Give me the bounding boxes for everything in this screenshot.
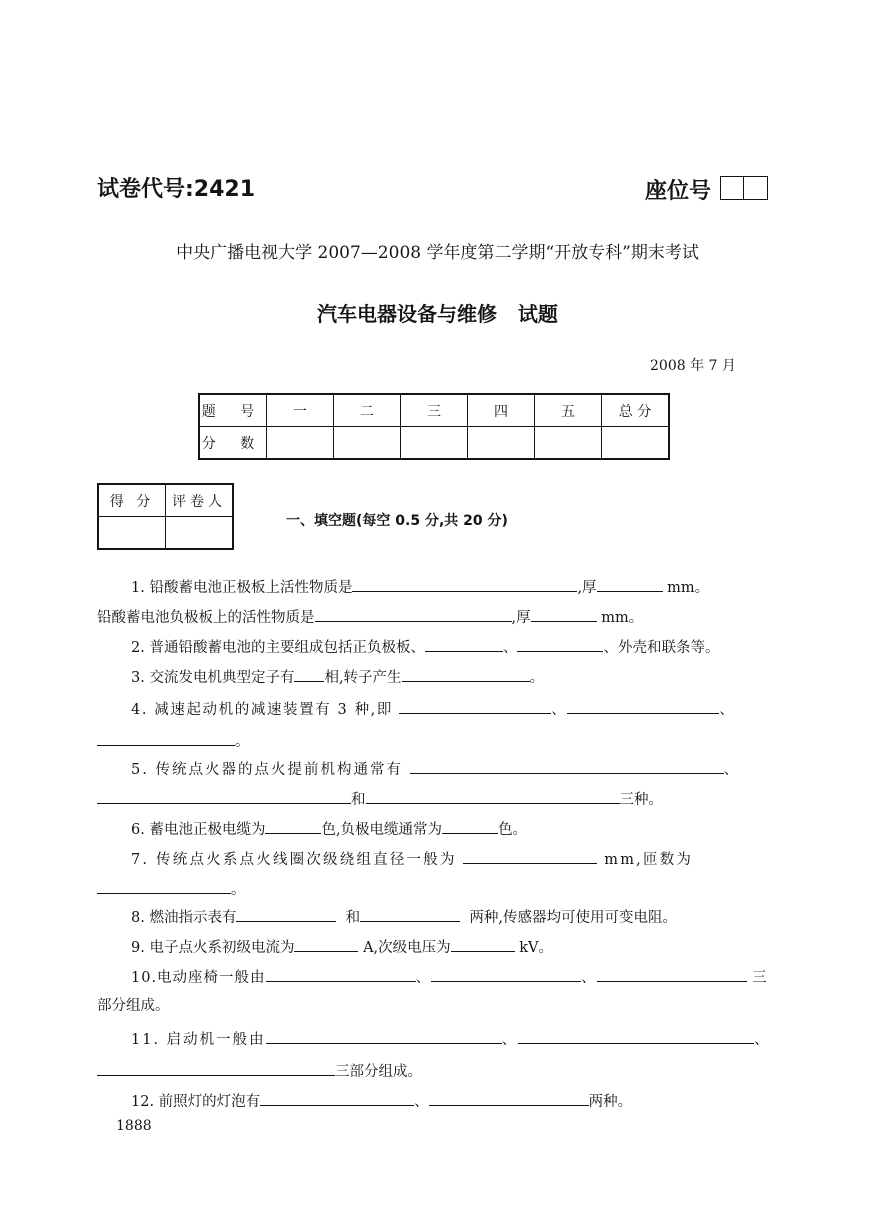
question-text: 、 <box>723 762 741 778</box>
question-text: 11. 启动机一般由 <box>131 1032 266 1048</box>
exam-date: 2008 年 7 月 <box>650 358 736 374</box>
grader-table-cell: 得 分 <box>98 484 166 517</box>
question-text: 4. 减速起动机的减速装置有 3 种,即 <box>131 702 393 718</box>
question-text: 。 <box>529 670 545 686</box>
grader-table <box>97 483 234 550</box>
section-title: 一、填空题(每空 0.5 分,共 20 分) <box>286 513 508 529</box>
answer-blank[interactable] <box>429 1090 589 1106</box>
answer-blank[interactable] <box>360 906 460 922</box>
question-text: 6. 蓄电池正极电缆为 <box>131 822 266 838</box>
question-text: mm。 <box>667 580 710 596</box>
score-table-cell: 五 <box>535 394 602 427</box>
question-text: 、 <box>414 1094 429 1110</box>
question-text: 相,转子产生 <box>324 670 402 686</box>
question-7-continued <box>97 878 246 900</box>
question-text: 8. 燃油指示表有 <box>131 910 237 926</box>
seat-label: 座位号 <box>645 179 712 204</box>
score-entry-cell[interactable] <box>267 427 334 460</box>
question-text: 。 <box>235 734 250 750</box>
question-text: 、 <box>415 970 432 986</box>
answer-blank[interactable] <box>451 936 515 952</box>
answer-blank[interactable] <box>410 758 724 774</box>
question-12 <box>131 1090 632 1112</box>
subject-title: 汽车电器设备与维修 试题 <box>317 302 558 326</box>
seat-box[interactable] <box>744 176 768 200</box>
question-text: 两种。 <box>588 1094 633 1110</box>
score-table-cell: 题 号 <box>199 394 267 427</box>
answer-blank[interactable] <box>597 966 747 982</box>
score-entry-cell[interactable] <box>468 427 535 460</box>
seat-box[interactable] <box>720 176 744 200</box>
question-text: 色。 <box>498 822 528 838</box>
question-8 <box>131 906 677 928</box>
answer-blank[interactable] <box>97 730 235 746</box>
question-4 <box>131 698 735 720</box>
grader-entry-cell[interactable] <box>98 517 166 550</box>
question-10 <box>131 966 768 988</box>
exam-title: 中央广播电视大学 2007—2008 学年度第二学期“开放专科”期末考试 <box>176 243 699 263</box>
answer-blank[interactable] <box>265 818 321 834</box>
answer-blank[interactable] <box>266 966 416 982</box>
question-text: 3. 交流发电机典型定子有 <box>131 670 295 686</box>
answer-blank[interactable] <box>531 606 597 622</box>
question-2 <box>131 636 719 658</box>
answer-blank[interactable] <box>366 788 620 804</box>
seat-number-boxes[interactable] <box>720 176 768 200</box>
question-text: 1. 铅酸蓄电池正极板上活性物质是 <box>131 580 353 596</box>
question-text: 三种。 <box>619 792 663 808</box>
score-entry-cell[interactable] <box>334 427 401 460</box>
question-text: 、外壳和联条等。 <box>603 640 720 656</box>
question-4-continued <box>97 730 250 752</box>
question-10-continued <box>97 996 170 1016</box>
answer-blank[interactable] <box>260 1090 414 1106</box>
question-text: 、 <box>719 702 736 718</box>
question-text: 铅酸蓄电池负极板上的活性物质是 <box>97 610 315 626</box>
question-1-continued <box>97 606 643 628</box>
question-5-continued <box>97 788 663 810</box>
score-entry-cell[interactable] <box>602 427 670 460</box>
question-6 <box>131 818 527 840</box>
grader-table-cell: 评卷人 <box>166 484 234 517</box>
question-text: 12. 前照灯的灯泡有 <box>131 1094 261 1110</box>
question-text: 、 <box>502 640 518 656</box>
question-3 <box>131 666 544 688</box>
answer-blank[interactable] <box>518 1028 754 1044</box>
score-table-cell: 二 <box>334 394 401 427</box>
question-text: 9. 电子点火系初级电流为 <box>131 940 295 956</box>
answer-blank[interactable] <box>315 606 512 622</box>
score-entry-cell[interactable] <box>401 427 468 460</box>
answer-blank[interactable] <box>431 966 581 982</box>
question-text: 5. 传统点火器的点火提前机构通常有 <box>131 762 403 778</box>
question-text: mm。 <box>601 610 644 626</box>
question-text: 和 <box>351 792 366 808</box>
question-text: ,厚 <box>577 580 597 596</box>
answer-blank[interactable] <box>442 818 498 834</box>
question-text: 。 <box>231 882 246 898</box>
score-table-header-row <box>199 394 669 427</box>
question-text: kV。 <box>519 940 554 956</box>
answer-blank[interactable] <box>97 1060 335 1076</box>
question-text: 2. 普通铅酸蓄电池的主要组成包括正负极板、 <box>131 640 425 656</box>
answer-blank[interactable] <box>425 636 503 652</box>
answer-blank[interactable] <box>294 936 358 952</box>
question-text: 、 <box>754 1032 771 1048</box>
answer-blank[interactable] <box>97 788 351 804</box>
answer-blank[interactable] <box>266 1028 502 1044</box>
answer-blank[interactable] <box>97 878 231 894</box>
question-text: 、 <box>551 702 568 718</box>
question-text: 和 <box>345 910 361 926</box>
grader-entry-cell[interactable] <box>166 517 234 550</box>
question-7 <box>131 848 693 870</box>
answer-blank[interactable] <box>597 576 663 592</box>
answer-blank[interactable] <box>517 636 603 652</box>
question-11-continued <box>97 1060 422 1082</box>
answer-blank[interactable] <box>294 666 324 682</box>
answer-blank[interactable] <box>402 666 530 682</box>
question-5 <box>131 758 740 780</box>
question-text: 三部分组成。 <box>335 1064 422 1080</box>
score-table-score-row <box>199 427 669 460</box>
page-number: 1888 <box>116 1118 152 1134</box>
score-entry-cell[interactable] <box>535 427 602 460</box>
score-table-cell: 三 <box>401 394 468 427</box>
paper-code: 试卷代号:2421 <box>97 177 256 202</box>
answer-blank[interactable] <box>399 698 551 714</box>
question-text: A,次级电压为 <box>363 940 451 956</box>
answer-blank[interactable] <box>236 906 336 922</box>
answer-blank[interactable] <box>567 698 719 714</box>
question-11 <box>131 1028 771 1050</box>
question-text: 三 <box>752 970 768 986</box>
score-table-cell: 四 <box>468 394 535 427</box>
answer-blank[interactable] <box>463 848 597 864</box>
answer-blank[interactable] <box>352 576 577 592</box>
question-text: ,厚 <box>511 610 531 626</box>
score-table-cell: 一 <box>267 394 334 427</box>
question-9 <box>131 936 553 958</box>
question-text: 10.电动座椅一般由 <box>131 970 266 986</box>
question-1 <box>131 576 709 598</box>
question-text: 、 <box>501 1032 519 1048</box>
question-text: 7. 传统点火系点火线圈次级绕组直径一般为 <box>131 852 457 868</box>
question-text: 色,负极电缆通常为 <box>321 822 443 838</box>
question-text: 两种,传感器均可使用可变电阻。 <box>469 910 677 926</box>
score-table-cell: 分 数 <box>199 427 267 460</box>
score-table <box>198 393 670 460</box>
score-table-cell: 总 分 <box>602 394 670 427</box>
question-text: mm,匝数为 <box>604 852 694 868</box>
question-text: 部分组成。 <box>97 998 170 1014</box>
question-text: 、 <box>581 970 597 986</box>
